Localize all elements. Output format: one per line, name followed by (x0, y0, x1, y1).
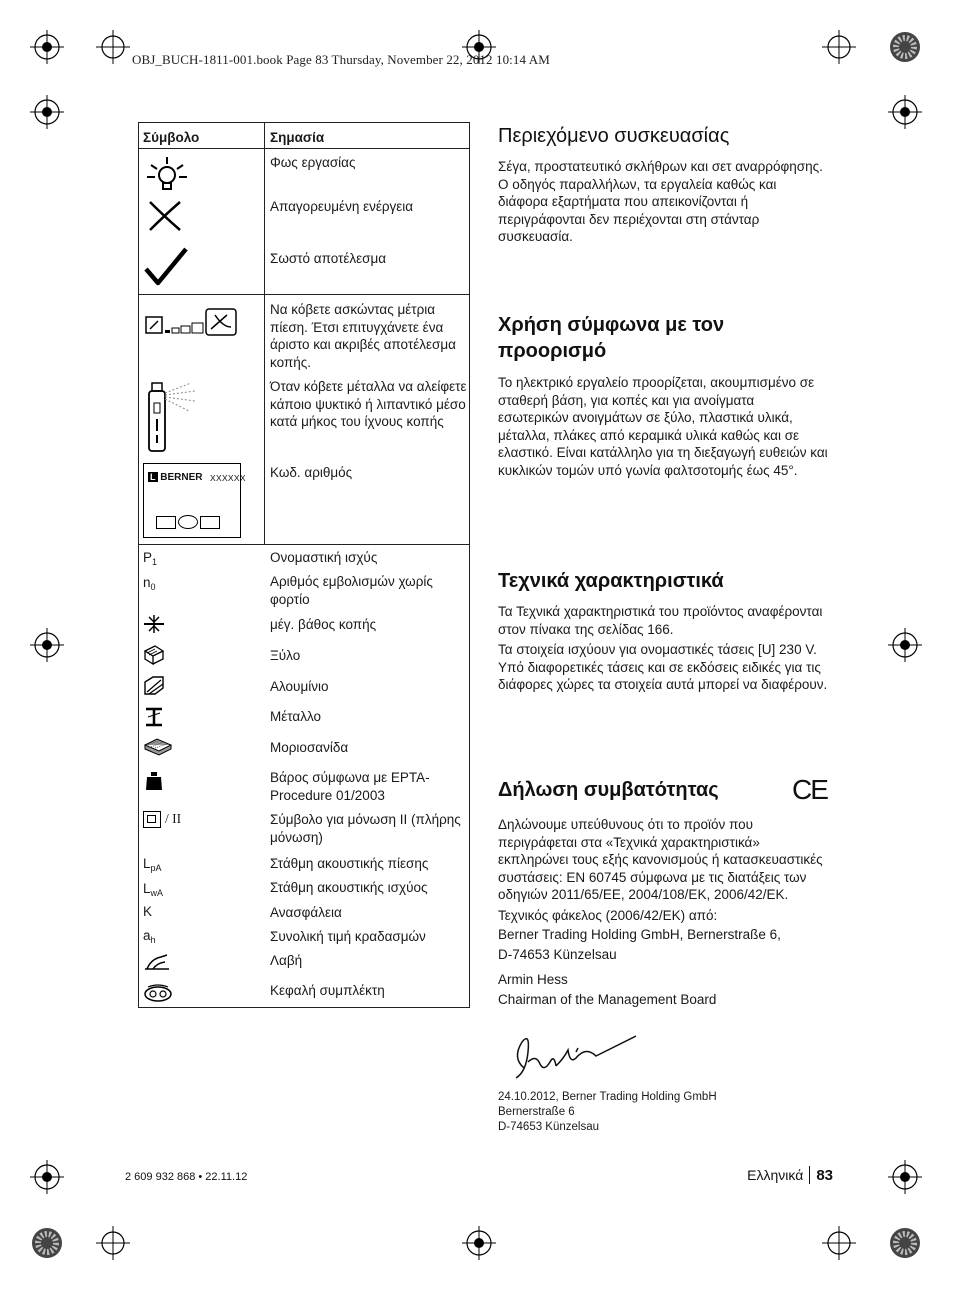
table-row-text: Απαγορευμένη ενέργεια (270, 199, 414, 214)
check-icon (144, 247, 188, 287)
registration-mark-icon (822, 30, 856, 64)
table-row-text: Όταν κόβετε μέταλλα να αλείφετε κάποιο ψυκτικό ή λιπαντικό μέσο κατά μήκος του ίχνους κοπής (270, 379, 467, 429)
table-row-text: Στάθμη ακουστικής πίεσης (270, 856, 429, 871)
paragraph: Τα Τεχνικά χαρακτηριστικά του προϊόντος αναφέρονται στον πίνακα της σελίδας 166. (498, 604, 823, 637)
table-row-text: μέγ. βάθος κοπής (270, 617, 377, 632)
connector-head-icon (143, 983, 173, 1003)
paragraph: Armin Hess (498, 972, 568, 987)
table-row-text: Σωστό αποτέλεσμα (270, 251, 387, 266)
registration-mark-icon (462, 1226, 496, 1260)
symbol-lwa: $L_{wA}$ (143, 881, 164, 898)
symbol-n0: $n_0$ (143, 575, 156, 592)
handle-icon (143, 953, 171, 973)
section-title: Τεχνικά χαρακτηριστικά (498, 570, 724, 592)
symbol-table (138, 122, 470, 1008)
table-row-text: Φως εργασίας (270, 155, 356, 170)
section-intended-use (498, 312, 828, 479)
footer-page (747, 1166, 833, 1184)
cut-depth-icon (143, 615, 165, 633)
registration-mark-icon (30, 30, 64, 64)
weight-icon (145, 771, 163, 791)
table-row-text: Μοριοσανίδα (270, 740, 349, 755)
chipboard-icon (143, 737, 173, 757)
symbol-lpa: $L_{pA}$ (143, 856, 162, 873)
cross-icon (147, 199, 183, 233)
registration-mark-icon (888, 1160, 922, 1194)
table-row-text: Αλουμίνιο (270, 679, 329, 694)
ce-mark: CE (792, 774, 827, 805)
table-row-text: Μέταλλο (270, 709, 322, 724)
table-row-text: Ονομαστική ισχύς (270, 550, 378, 565)
registration-mark-icon (30, 628, 64, 662)
page-number: 83 (816, 1167, 833, 1184)
section-conformity (498, 774, 828, 1008)
table-row-text: Ανασφάλεια (270, 905, 342, 920)
table-row-text: Κωδ. αριθμός (270, 465, 353, 480)
table-row-text: Ξύλο (270, 648, 301, 663)
table-row-text: Να κόβετε ασκώντας μέτρια πίεση. Έτσι επιτυγχάνετε ένα άριστο και ακριβές αποτέλεσμα κοπής. (270, 302, 456, 370)
paragraph: D-74653 Künzelsau (498, 946, 617, 962)
table-row-text: Αριθμός εμβολισμών χωρίς φορτίο (270, 574, 433, 607)
section-title: Περιεχόμενο συσκευασίας (498, 125, 730, 147)
signature-block (498, 1090, 828, 1135)
paragraph: Τεχνικός φάκελος (2006/42/ΕΚ) από: (498, 907, 718, 923)
table-row-text: Κεφαλή συμπλέκτη (270, 983, 385, 998)
brand-logo-text: L BERNER (150, 472, 203, 483)
registration-mark-icon (888, 95, 922, 129)
registration-mark-icon (30, 95, 64, 129)
color-wheel-mark-icon (888, 30, 922, 64)
footer-language: Ελληνικά (747, 1167, 804, 1183)
table-row-text: Σύμβολο για μόνωση II (πλήρης μόνωση) (270, 812, 461, 845)
code-placeholder: XXXXXX (210, 473, 246, 483)
registration-mark-icon (96, 30, 130, 64)
registration-mark-icon (888, 628, 922, 662)
paragraph: Chairman of the Management Board (498, 991, 717, 1007)
registration-mark-icon (822, 1226, 856, 1260)
protection-class-text: / II (165, 811, 182, 826)
paragraph: Το ηλεκτρικό εργαλείο προορίζεται, ακουμπισμένο σε σταθερή βάση, για κοπές και για ανοίγματα εσωτερικών ανοιγμάτων σε ξύλο, πλαστικά υλικά, μέταλλα, πλάκες από κεραμικά υλικά καθώς και σε ελαστικό. Είναι κατάλληλο για τη διεξαγωγή ευθειών και κυκλικών τομών υπό γωνία φαλτσοτομής έως 45°. (498, 375, 828, 478)
section-title: Χρήση σύμφωνα με τον προορισμό (498, 314, 725, 362)
col-symbol-header: Σύμβολο (143, 130, 200, 145)
paragraph: Τα στοιχεία ισχύουν για ονομαστικές τάσεις [U] 230 V. Υπό διαφορετικές τάσεις και σε εκδόσεις ειδικές για τις διάφορες χώρες τα στοιχεία αυτά μπορεί να διαφέρουν. (498, 642, 828, 692)
feed-pressure-icon (145, 305, 241, 339)
coolant-spray-icon (143, 381, 203, 455)
section-title: Δήλωση συμβατότητας (498, 779, 719, 801)
signature-line: D-74653 Künzelsau (498, 1121, 600, 1133)
signature-line: Bernerstraße 6 (498, 1106, 575, 1118)
signature-image (506, 1028, 656, 1088)
book-header: OBJ_BUCH-1811-001.book Page 83 Thursday, November 22, 2012 10:14 AM (132, 52, 550, 67)
color-wheel-mark-icon (888, 1226, 922, 1260)
registration-mark-icon (30, 1160, 64, 1194)
aluminium-icon (143, 676, 165, 696)
paragraph: Σέγα, προστατευτικό σκλήθρων και σετ αναρρόφησης. (498, 159, 823, 174)
section-tech (498, 568, 828, 694)
wood-icon (143, 645, 165, 665)
footer-doc-number: 2 609 932 868 • 22.11.12 (125, 1171, 248, 1183)
symbol-p1: $P_1$ (143, 550, 158, 567)
protection-class-icon (143, 811, 161, 828)
work-light-icon (145, 155, 189, 195)
registration-mark-icon (96, 1226, 130, 1260)
table-row-text: Βάρος σύμφωνα με EPTA-Procedure 01/2003 (270, 770, 430, 803)
metal-icon (143, 707, 165, 727)
nameplate-icon (143, 463, 246, 538)
table-row-text: Συνολική τιμή κραδασμών (270, 929, 426, 944)
symbol-k: K (143, 904, 153, 919)
paragraph: Δηλώνουμε υπεύθυνους ότι το προϊόν που περιγράφεται στα «Τεχνικά χαρακτηριστικά» εκπληρώνει τους εξής κανονισμούς ή κατασκευαστικές συστάσεις: EN 60745 σύμφωνα με τις διατάξεις των οδηγιών 2011/65/EE, 2004/108/ΕΚ, 2006/42/ΕΚ. (498, 817, 823, 902)
section-package (498, 123, 828, 246)
paragraph: Berner Trading Holding GmbH, Bernerstraße 6, (498, 927, 781, 942)
symbol-ah: $a_h$ (143, 928, 156, 945)
color-wheel-mark-icon (30, 1226, 64, 1260)
paragraph: Ο οδηγός παραλλήλων, τα εργαλεία καθώς και διάφορα εξαρτήματα που απεικονίζονται ή περιγράφονται δεν περιέχονται στη στάνταρ συσκευασία. (498, 176, 777, 244)
signature-line: 24.10.2012, Berner Trading Holding GmbH (498, 1091, 717, 1103)
col-meaning-header: Σημασία (270, 130, 325, 145)
table-row-text: Στάθμη ακουστικής ισχύος (270, 880, 428, 895)
table-row-text: Λαβή (270, 953, 303, 968)
